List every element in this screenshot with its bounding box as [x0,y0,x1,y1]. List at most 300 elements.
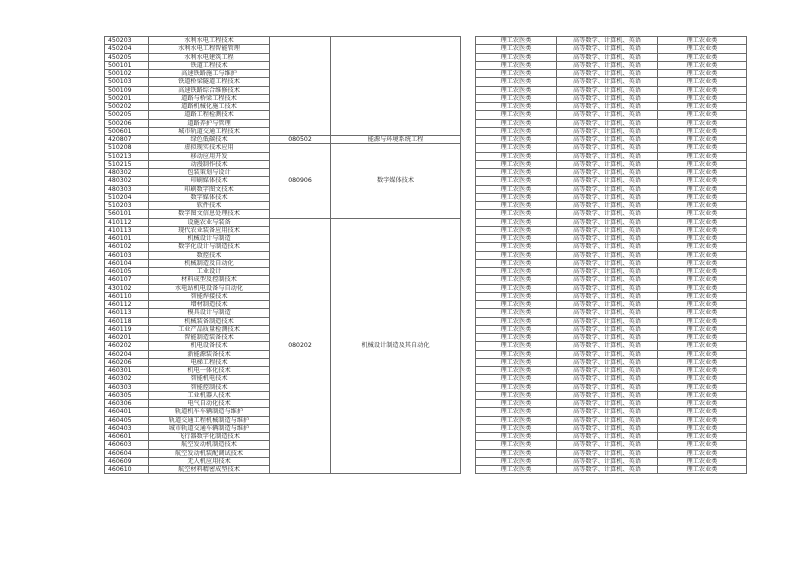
major-name-cell: 机电一体化技术 [149,367,270,375]
major-name-cell: 航空发动机装配调试技术 [149,449,270,457]
exam-subjects-cell: 高等数学、计算机、英语 [557,292,658,300]
major-name-cell: 机电设备技术 [149,342,270,350]
spacer-cell [461,251,476,259]
major-name-cell: 轨道交通工程机械制造与维护 [149,416,270,424]
spacer-cell [461,325,476,333]
exam-subjects-cell: 高等数学、计算机、英语 [557,53,658,61]
spacer-cell [461,342,476,350]
admission-type-cell: 理工农业类 [658,45,747,53]
exam-subjects-cell: 高等数学、计算机、英语 [557,367,658,375]
major-code-cell: 460113 [105,309,149,317]
admission-type-cell: 理工农业类 [658,408,747,416]
major-name-cell: 无人机应用技术 [149,457,270,465]
spacer-cell [461,210,476,218]
major-code-cell: 500206 [105,119,149,127]
spacer-cell [461,292,476,300]
major-code-cell: 500205 [105,111,149,119]
category-cell: 理工农医类 [476,358,557,366]
exam-subjects-cell: 高等数学、计算机、英语 [557,185,658,193]
major-name-cell: 动漫制作技术 [149,160,270,168]
target-code-cell: 080906 [270,144,331,218]
exam-subjects-cell: 高等数学、计算机、英语 [557,424,658,432]
major-code-cell: 460401 [105,408,149,416]
major-name-cell: 智能控制技术 [149,383,270,391]
exam-subjects-cell: 高等数学、计算机、英语 [557,235,658,243]
spacer-cell [461,276,476,284]
admission-type-cell: 理工农业类 [658,86,747,94]
exam-subjects-cell: 高等数学、计算机、英语 [557,309,658,317]
admission-type-cell: 理工农业类 [658,317,747,325]
major-name-cell: 水利水电工程智能管理 [149,45,270,53]
exam-subjects-cell: 高等数学、计算机、英语 [557,152,658,160]
exam-subjects-cell: 高等数学、计算机、英语 [557,45,658,53]
admission-type-cell: 理工农业类 [658,342,747,350]
admission-type-cell: 理工农业类 [658,103,747,111]
major-name-cell: 工业设计 [149,268,270,276]
admission-type-cell: 理工农业类 [658,284,747,292]
category-cell: 理工农医类 [476,45,557,53]
exam-subjects-cell: 高等数学、计算机、英语 [557,70,658,78]
admission-type-cell: 理工农业类 [658,160,747,168]
spacer-cell [461,466,476,474]
admission-type-cell: 理工农业类 [658,466,747,474]
category-cell: 理工农医类 [476,86,557,94]
category-cell: 理工农医类 [476,284,557,292]
spacer-cell [461,449,476,457]
exam-subjects-cell: 高等数学、计算机、英语 [557,193,658,201]
exam-subjects-cell: 高等数学、计算机、英语 [557,210,658,218]
admission-type-cell: 理工农业类 [658,292,747,300]
category-cell: 理工农医类 [476,424,557,432]
exam-subjects-cell: 高等数学、计算机、英语 [557,243,658,251]
category-cell: 理工农医类 [476,53,557,61]
category-cell: 理工农医类 [476,78,557,86]
spacer-cell [461,301,476,309]
spacer-cell [461,37,476,45]
major-name-cell: 移动应用开发 [149,152,270,160]
category-cell: 理工农医类 [476,70,557,78]
exam-subjects-cell: 高等数学、计算机、英语 [557,86,658,94]
table-body [105,37,747,474]
major-code-cell: 460403 [105,424,149,432]
major-name-cell: 工业机器人技术 [149,391,270,399]
major-code-cell: 460104 [105,259,149,267]
spacer-cell [461,45,476,53]
major-code-cell: 500103 [105,78,149,86]
spacer-cell [461,383,476,391]
major-code-cell: 420807 [105,136,149,144]
admission-type-cell: 理工农业类 [658,111,747,119]
table-row [105,136,747,144]
category-cell: 理工农医类 [476,259,557,267]
major-code-cell: 460105 [105,268,149,276]
major-name-cell: 设施农业与装备 [149,218,270,226]
category-cell: 理工农医类 [476,94,557,102]
exam-subjects-cell: 高等数学、计算机、英语 [557,202,658,210]
admission-type-cell: 理工农业类 [658,383,747,391]
spacer-cell [461,160,476,168]
major-code-cell: 460102 [105,243,149,251]
spacer-cell [461,284,476,292]
exam-subjects-cell: 高等数学、计算机、英语 [557,383,658,391]
major-name-cell: 轨道机车车辆制造与维护 [149,408,270,416]
admission-type-cell: 理工农业类 [658,53,747,61]
target-major-cell: 数字媒体技术 [331,144,461,218]
spacer-cell [461,86,476,94]
admission-type-cell: 理工农业类 [658,325,747,333]
major-code-cell: 460118 [105,317,149,325]
exam-subjects-cell: 高等数学、计算机、英语 [557,358,658,366]
major-code-cell: 460204 [105,350,149,358]
category-cell: 理工农医类 [476,160,557,168]
exam-subjects-cell: 高等数学、计算机、英语 [557,276,658,284]
major-name-cell: 新能源装备技术 [149,350,270,358]
category-cell: 理工农医类 [476,309,557,317]
category-cell: 理工农医类 [476,193,557,201]
major-code-cell: 500109 [105,86,149,94]
category-cell: 理工农医类 [476,119,557,127]
category-cell: 理工农医类 [476,408,557,416]
spacer-cell [461,53,476,61]
category-cell: 理工农医类 [476,334,557,342]
category-cell: 理工农医类 [476,292,557,300]
exam-subjects-cell: 高等数学、计算机、英语 [557,350,658,358]
admission-type-cell: 理工农业类 [658,400,747,408]
category-cell: 理工农医类 [476,243,557,251]
category-cell: 理工农医类 [476,37,557,45]
target-code-cell: 080502 [270,136,331,144]
spacer-cell [461,457,476,465]
major-name-cell: 工业产品质量检测技术 [149,325,270,333]
admission-type-cell: 理工农业类 [658,441,747,449]
spacer-cell [461,400,476,408]
target-major-cell: 机械设计制造及其自动化 [331,218,461,474]
major-code-cell: 500102 [105,70,149,78]
admission-type-cell: 理工农业类 [658,243,747,251]
spacer-cell [461,375,476,383]
spacer-cell [461,309,476,317]
major-name-cell: 道路与桥梁工程技术 [149,94,270,102]
table-row [105,144,747,152]
exam-subjects-cell: 高等数学、计算机、英语 [557,449,658,457]
major-name-cell: 数控技术 [149,251,270,259]
spacer-cell [461,152,476,160]
major-code-cell: 460305 [105,391,149,399]
major-code-cell: 460201 [105,334,149,342]
spacer-cell [461,119,476,127]
category-cell: 理工农医类 [476,185,557,193]
category-cell: 理工农医类 [476,235,557,243]
exam-subjects-cell: 高等数学、计算机、英语 [557,268,658,276]
admission-type-cell: 理工农业类 [658,334,747,342]
major-code-cell: 460302 [105,375,149,383]
exam-subjects-cell: 高等数学、计算机、英语 [557,144,658,152]
major-name-cell: 软件技术 [149,202,270,210]
major-name-cell: 高速铁路综合维修技术 [149,86,270,94]
spacer-cell [461,243,476,251]
major-name-cell: 机械装备制造技术 [149,317,270,325]
admission-type-cell: 理工农业类 [658,152,747,160]
category-cell: 理工农医类 [476,177,557,185]
spacer-cell [461,218,476,226]
exam-subjects-cell: 高等数学、计算机、英语 [557,433,658,441]
spacer-cell [461,433,476,441]
major-name-cell: 高速铁路施工与维护 [149,70,270,78]
exam-subjects-cell: 高等数学、计算机、英语 [557,78,658,86]
exam-subjects-cell: 高等数学、计算机、英语 [557,441,658,449]
major-code-cell: 450204 [105,45,149,53]
major-code-cell: 460107 [105,276,149,284]
major-code-cell: 460119 [105,325,149,333]
category-cell: 理工农医类 [476,276,557,284]
major-name-cell: 虚拟现实技术应用 [149,144,270,152]
target-code-cell [270,37,331,136]
spacer-cell [461,144,476,152]
admission-type-cell: 理工农业类 [658,94,747,102]
spacer-cell [461,177,476,185]
category-cell: 理工农医类 [476,441,557,449]
spacer-cell [461,226,476,234]
category-cell: 理工农医类 [476,325,557,333]
exam-subjects-cell: 高等数学、计算机、英语 [557,301,658,309]
major-code-cell: 460601 [105,433,149,441]
major-name-cell: 包装策划与设计 [149,169,270,177]
category-cell: 理工农医类 [476,466,557,474]
major-name-cell: 机械制造及自动化 [149,259,270,267]
admission-type-cell: 理工农业类 [658,177,747,185]
major-code-cell: 480302 [105,177,149,185]
spacer-cell [461,61,476,69]
spacer-cell [461,111,476,119]
exam-subjects-cell: 高等数学、计算机、英语 [557,111,658,119]
category-cell: 理工农医类 [476,400,557,408]
major-code-cell: 510204 [105,193,149,201]
exam-subjects-cell: 高等数学、计算机、英语 [557,103,658,111]
major-name-cell: 增材制造技术 [149,301,270,309]
target-major-cell [331,37,461,136]
category-cell: 理工农医类 [476,383,557,391]
major-name-cell: 电气自动化技术 [149,400,270,408]
major-name-cell: 绿色低碳技术 [149,136,270,144]
major-code-cell: 410113 [105,226,149,234]
exam-subjects-cell: 高等数学、计算机、英语 [557,334,658,342]
category-cell: 理工农医类 [476,342,557,350]
exam-subjects-cell: 高等数学、计算机、英语 [557,284,658,292]
spacer-cell [461,193,476,201]
admission-type-cell: 理工农业类 [658,358,747,366]
spacer-cell [461,169,476,177]
exam-subjects-cell: 高等数学、计算机、英语 [557,466,658,474]
admission-type-cell: 理工农业类 [658,61,747,69]
admission-type-cell: 理工农业类 [658,37,747,45]
category-cell: 理工农医类 [476,169,557,177]
table-row [105,37,747,45]
table-row [105,218,747,226]
major-code-cell: 460101 [105,235,149,243]
major-code-cell: 460609 [105,457,149,465]
major-name-cell: 数字图文信息处理技术 [149,210,270,218]
data-table [104,36,747,474]
admission-type-cell: 理工农业类 [658,144,747,152]
major-code-cell: 460202 [105,342,149,350]
major-code-cell: 500101 [105,61,149,69]
spacer-cell [461,127,476,135]
spacer-cell [461,103,476,111]
spacer-cell [461,268,476,276]
category-cell: 理工农医类 [476,449,557,457]
category-cell: 理工农医类 [476,136,557,144]
major-name-cell: 数字媒体技术 [149,193,270,201]
category-cell: 理工农医类 [476,268,557,276]
category-cell: 理工农医类 [476,317,557,325]
major-code-cell: 460603 [105,441,149,449]
major-name-cell: 道路机械化施工技术 [149,103,270,111]
admission-type-cell: 理工农业类 [658,433,747,441]
category-cell: 理工农医类 [476,367,557,375]
major-name-cell: 材料成型及控制技术 [149,276,270,284]
major-name-cell: 道路工程检测技术 [149,111,270,119]
exam-subjects-cell: 高等数学、计算机、英语 [557,391,658,399]
spacer-cell [461,350,476,358]
category-cell: 理工农医类 [476,391,557,399]
major-name-cell: 水电站机电设备与自动化 [149,284,270,292]
admission-type-cell: 理工农业类 [658,416,747,424]
exam-subjects-cell: 高等数学、计算机、英语 [557,94,658,102]
admission-type-cell: 理工农业类 [658,268,747,276]
exam-subjects-cell: 高等数学、计算机、英语 [557,400,658,408]
admission-type-cell: 理工农业类 [658,136,747,144]
exam-subjects-cell: 高等数学、计算机、英语 [557,259,658,267]
category-cell: 理工农医类 [476,61,557,69]
category-cell: 理工农医类 [476,433,557,441]
major-code-cell: 510203 [105,202,149,210]
admission-type-cell: 理工农业类 [658,301,747,309]
admission-type-cell: 理工农业类 [658,127,747,135]
admission-type-cell: 理工农业类 [658,449,747,457]
major-name-cell: 现代农业装备应用技术 [149,226,270,234]
category-cell: 理工农医类 [476,144,557,152]
admission-type-cell: 理工农业类 [658,226,747,234]
exam-subjects-cell: 高等数学、计算机、英语 [557,177,658,185]
exam-subjects-cell: 高等数学、计算机、英语 [557,251,658,259]
major-name-cell: 铁道工程技术 [149,61,270,69]
major-name-cell: 印刷媒体技术 [149,177,270,185]
exam-subjects-cell: 高等数学、计算机、英语 [557,127,658,135]
admission-type-cell: 理工农业类 [658,235,747,243]
major-name-cell: 印刷数字图文技术 [149,185,270,193]
major-name-cell: 水利水电建筑工程 [149,53,270,61]
exam-subjects-cell: 高等数学、计算机、英语 [557,416,658,424]
admission-type-cell: 理工农业类 [658,119,747,127]
major-code-cell: 510215 [105,160,149,168]
major-code-cell: 500202 [105,103,149,111]
category-cell: 理工农医类 [476,375,557,383]
admission-type-cell: 理工农业类 [658,367,747,375]
major-code-cell: 460110 [105,292,149,300]
exam-subjects-cell: 高等数学、计算机、英语 [557,317,658,325]
exam-subjects-cell: 高等数学、计算机、英语 [557,218,658,226]
spacer-cell [461,416,476,424]
major-name-cell: 智能制造装备技术 [149,334,270,342]
category-cell: 理工农医类 [476,202,557,210]
major-code-cell: 460604 [105,449,149,457]
spacer-cell [461,441,476,449]
spacer-cell [461,358,476,366]
admission-type-cell: 理工农业类 [658,276,747,284]
exam-subjects-cell: 高等数学、计算机、英语 [557,136,658,144]
admission-type-cell: 理工农业类 [658,350,747,358]
category-cell: 理工农医类 [476,416,557,424]
major-code-cell: 510208 [105,144,149,152]
exam-subjects-cell: 高等数学、计算机、英语 [557,37,658,45]
major-code-cell: 460306 [105,400,149,408]
spacer-cell [461,408,476,416]
major-code-cell: 480302 [105,169,149,177]
category-cell: 理工农医类 [476,218,557,226]
major-code-cell: 460303 [105,383,149,391]
major-name-cell: 数字化设计与制造技术 [149,243,270,251]
spacer-cell [461,202,476,210]
spacer-cell [461,94,476,102]
exam-subjects-cell: 高等数学、计算机、英语 [557,160,658,168]
spacer-cell [461,391,476,399]
spacer-cell [461,136,476,144]
major-name-cell: 飞行器数字化制造技术 [149,433,270,441]
category-cell: 理工农医类 [476,111,557,119]
category-cell: 理工农医类 [476,127,557,135]
spacer-cell [461,78,476,86]
admission-type-cell: 理工农业类 [658,424,747,432]
admission-type-cell: 理工农业类 [658,70,747,78]
major-name-cell: 智能焊接技术 [149,292,270,300]
admission-type-cell: 理工农业类 [658,259,747,267]
exam-subjects-cell: 高等数学、计算机、英语 [557,375,658,383]
spacer-cell [461,367,476,375]
admission-type-cell: 理工农业类 [658,457,747,465]
major-name-cell: 航空材料精密成型技术 [149,466,270,474]
category-cell: 理工农医类 [476,301,557,309]
major-name-cell: 城市轨道交通工程技术 [149,127,270,135]
admission-type-cell: 理工农业类 [658,251,747,259]
admission-type-cell: 理工农业类 [658,202,747,210]
admission-type-cell: 理工农业类 [658,375,747,383]
exam-subjects-cell: 高等数学、计算机、英语 [557,325,658,333]
category-cell: 理工农医类 [476,210,557,218]
major-name-cell: 模具设计与制造 [149,309,270,317]
major-code-cell: 410112 [105,218,149,226]
major-code-cell: 430102 [105,284,149,292]
major-code-cell: 460206 [105,358,149,366]
target-code-cell: 080202 [270,218,331,474]
major-code-cell: 460610 [105,466,149,474]
major-code-cell: 500601 [105,127,149,135]
spacer-cell [461,70,476,78]
major-name-cell: 道路养护与管理 [149,119,270,127]
admission-type-cell: 理工农业类 [658,78,747,86]
major-name-cell: 航空发动机制造技术 [149,441,270,449]
exam-subjects-cell: 高等数学、计算机、英语 [557,342,658,350]
admission-type-cell: 理工农业类 [658,193,747,201]
major-code-cell: 460103 [105,251,149,259]
category-cell: 理工农医类 [476,152,557,160]
admission-type-cell: 理工农业类 [658,391,747,399]
exam-subjects-cell: 高等数学、计算机、英语 [557,61,658,69]
major-name-cell: 铁道桥梁隧道工程技术 [149,78,270,86]
major-name-cell: 电梯工程技术 [149,358,270,366]
major-name-cell: 智能机电技术 [149,375,270,383]
major-code-cell: 510213 [105,152,149,160]
exam-subjects-cell: 高等数学、计算机、英语 [557,408,658,416]
